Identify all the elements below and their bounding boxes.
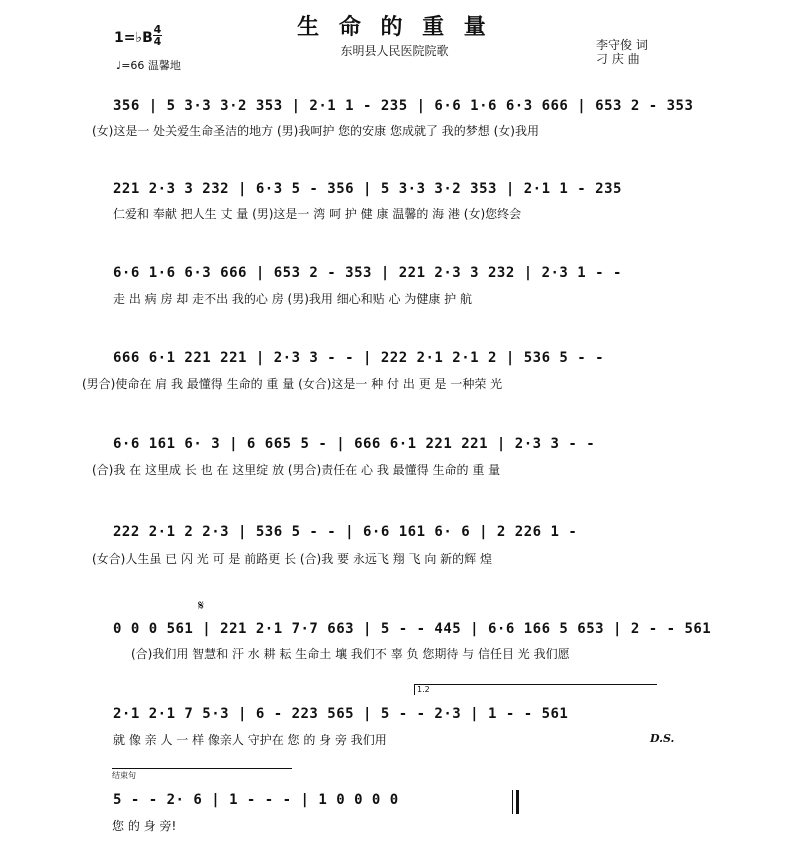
system-7-lyrics: (合)我们用 智慧和 汗 水 耕 耘 生命土 壤 我们不 辜 负 您期待 与 信任目 光 我们愿 <box>131 647 570 661</box>
time-top: 4 <box>153 23 162 36</box>
subtitle: 东明县人民医院院歌 <box>340 44 449 58</box>
system-1-notes: 356 | 5 3·3 3·2 353 | 2·1 1 - 235 | 6·6 1·6 6·3 666 | 653 2 - 353 <box>113 98 694 114</box>
system-1-lyrics: (女)这是一 处关爱生命圣洁的地方 (男)我呵护 您的安康 您成就了 我的梦想 (女)我用 <box>92 124 539 138</box>
system-8-lyrics: 就 像 亲 人 一 样 像亲人 守护在 您 的 身 旁 我们用 <box>113 733 387 747</box>
lyricist-credit: 李守俊 词 <box>596 38 648 52</box>
system-7-notes: 0 0 0 561 | 221 2·1 7·7 663 | 5 - - 445 | 6·6 166 5 653 | 2 - - 561 <box>113 621 712 637</box>
system-4-lyrics: (男合)使命在 肩 我 最懂得 生命的 重 量 (女合)这是一 种 付 出 更 是 一种荣 光 <box>82 377 503 391</box>
final-barline <box>516 790 519 814</box>
system-3-notes: 6·6 1·6 6·3 666 | 653 2 - 353 | 221 2·3 3 232 | 2·3 1 - - <box>113 265 622 281</box>
system-6-notes: 222 2·1 2 2·3 | 536 5 - - | 6·6 161 6· 6 | 2 226 1 - <box>113 524 578 540</box>
system-9-lyrics: 您 的 身 旁! <box>112 819 177 833</box>
composer-credit: 刁 庆 曲 <box>596 52 640 66</box>
tempo-marking: ♩=66 温馨地 <box>116 59 181 72</box>
thin-barline <box>512 790 513 814</box>
time-bottom: 4 <box>153 35 162 48</box>
volta-label: 1.2 <box>417 685 430 694</box>
system-3-lyrics: 走 出 病 房 却 走不出 我的心 房 (男)我用 细心和贴 心 为健康 护 航 <box>113 292 472 306</box>
system-6-lyrics: (女合)人生虽 已 闪 光 可 是 前路更 长 (合)我 要 永远飞 翔 飞 向 新的辉 煌 <box>92 552 492 566</box>
ending-label: 结束句 <box>112 768 292 781</box>
system-2-lyrics: 仁爱和 奉献 把人生 丈 量 (男)这是一 湾 呵 护 健 康 温馨的 海 港 (女)您终会 <box>113 207 522 221</box>
key-signature: 1=♭B <box>114 30 153 46</box>
volta-bracket <box>414 684 657 695</box>
system-4-notes: 666 6·1 221 221 | 2·3 3 - - | 222 2·1 2·1 2 | 536 5 - - <box>113 350 605 366</box>
system-5-lyrics: (合)我 在 这里成 长 也 在 这里绽 放 (男合)责任在 心 我 最懂得 生命的 重 量 <box>92 463 501 477</box>
page-title: 生 命 的 重 量 <box>297 15 492 40</box>
system-8-notes: 2·1 2·1 7 5·3 | 6 - 223 565 | 5 - - 2·3 | 1 - - 561 <box>113 706 569 722</box>
segno-sign: 𝄋 <box>198 598 205 614</box>
system-5-notes: 6·6 161 6· 3 | 6 665 5 - | 666 6·1 221 221 | 2·3 3 - - <box>113 436 596 452</box>
system-9-notes: 5 - - 2· 6 | 1 - - - | 1 0 0 0 0 <box>113 792 399 808</box>
system-2-notes: 221 2·3 3 232 | 6·3 5 - 356 | 5 3·3 3·2 353 | 2·1 1 - 235 <box>113 181 622 197</box>
ds-marking: D.S. <box>650 732 675 745</box>
time-signature <box>153 24 162 47</box>
